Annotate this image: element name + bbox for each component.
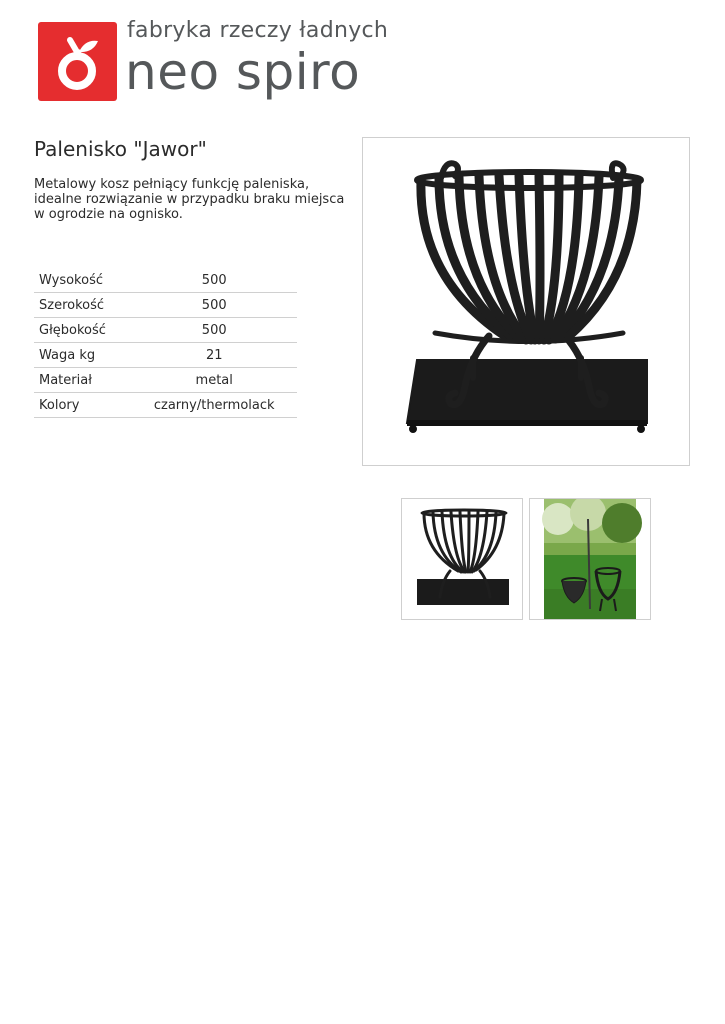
- spec-row: [34, 293, 297, 318]
- brand-tagline: fabryka rzeczy ładnych: [127, 18, 389, 43]
- spec-value: 500: [131, 268, 297, 293]
- spec-label: Wysokość: [34, 268, 131, 293]
- spec-value: 500: [131, 293, 297, 318]
- spec-row: [34, 343, 297, 368]
- spec-label: Głębokość: [34, 318, 131, 343]
- spec-row: [34, 368, 297, 393]
- spec-label: Szerokość: [34, 293, 131, 318]
- spec-row: [34, 393, 297, 418]
- logo-mark: [38, 22, 117, 101]
- spec-value: 21: [131, 343, 297, 368]
- fire-basket-image: [363, 138, 689, 465]
- spec-value: 500: [131, 318, 297, 343]
- spec-label: Waga kg: [34, 343, 131, 368]
- thumbnail-garden[interactable]: [529, 498, 651, 620]
- spec-value: czarny/thermolack: [131, 393, 297, 418]
- spec-value: metal: [131, 368, 297, 393]
- spec-row: [34, 318, 297, 343]
- product-description: Metalowy kosz pełniący funkcję paleniska, idealne rozwiązanie w przypadku braku miejsca w ogrodzie na ognisko.: [34, 177, 345, 222]
- brand-name: neo spiro: [125, 43, 361, 101]
- spec-row: [34, 268, 297, 293]
- product-title: Palenisko "Jawor": [34, 137, 207, 161]
- main-product-photo[interactable]: [362, 137, 690, 466]
- garden-scene-image: [530, 499, 650, 619]
- thumbnail-basket[interactable]: [401, 498, 523, 620]
- fire-basket-thumb-image: [402, 499, 522, 619]
- spec-label: Materiał: [34, 368, 131, 393]
- spec-label: Kolory: [34, 393, 131, 418]
- apple-logo-icon: [38, 22, 117, 101]
- spec-table: [34, 268, 297, 418]
